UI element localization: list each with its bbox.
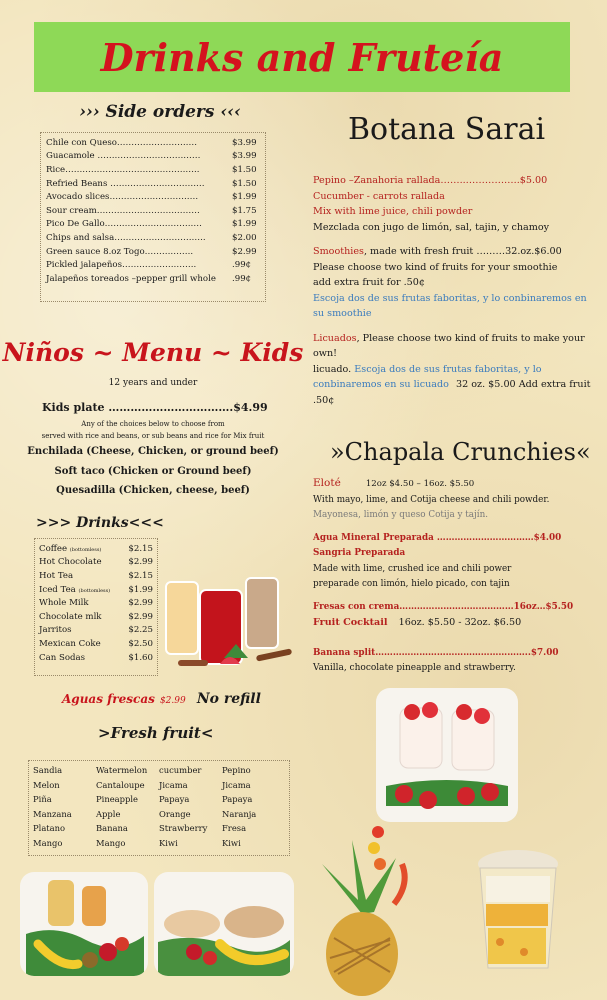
fruit-cocktail-line [313, 615, 593, 631]
kids-plate: Kids plate …………………………….$4.99 [42, 401, 268, 414]
sangria-english: Made with lime, crushed ice and chili power [313, 563, 512, 574]
soft-taco-label: Soft taco [54, 466, 105, 477]
fruit-column [222, 765, 285, 851]
drinks-list [34, 538, 158, 676]
licuados-price: 32 oz. $5.00 Add extra fruit .50¢ [313, 379, 591, 406]
smoothies-spanish: Escoja dos de sus frutas faboritas, y lo conbinaremos en su smoothie [313, 292, 587, 319]
side-order-name: Green sauce 8.oz Togo…………….. [46, 246, 194, 257]
fruit-item: Platano [33, 823, 66, 834]
kids-choices-note: Any of the choices below to choose from [81, 420, 225, 428]
fruit-column [96, 765, 159, 851]
side-order-price: $2.00 [232, 232, 257, 243]
aguas-frescas-label: Aguas frescas [62, 692, 155, 706]
drink-name: Coffee (bottomless) [39, 543, 102, 554]
drink-row [39, 569, 153, 583]
elote-english: With mayo, lime, and Cotija cheese and chili powder. [313, 494, 550, 505]
kids-age-note: 12 years and under [108, 378, 198, 388]
side-orders-list [40, 132, 266, 302]
pepino-line: Pepino –Zanahoria rallada……..……………..$5.00 [313, 175, 548, 186]
side-order-row [46, 136, 260, 150]
fruit-item: Kiwi [159, 837, 178, 848]
no-refill-label: No refill [196, 691, 261, 707]
side-order-name: Guacamole ……………………………… [46, 151, 201, 162]
licuados-word: licuado. [313, 363, 355, 375]
page-title: Drinks and Fruteía [100, 34, 504, 80]
licuados-detail: , Please choose two kind of fruits to make your own! [313, 332, 585, 359]
fruit-item: Mango [33, 837, 63, 848]
side-order-row [46, 163, 260, 177]
soft-taco-detail: (Chicken or Ground beef) [107, 466, 252, 477]
fruit-item: Jicama [159, 779, 188, 790]
enchilada-label: Enchilada [27, 446, 84, 457]
drink-price: $2.50 [128, 638, 153, 649]
side-order-name: Sour cream……………………………… [46, 205, 200, 216]
agua-mineral-line: Agua Mineral Preparada ……………………………$4.00 [313, 532, 562, 543]
kids-option-quesadilla [0, 485, 306, 496]
side-order-row [46, 245, 260, 259]
botana-sarai-section [313, 173, 591, 408]
drink-name: Mexican Coke [39, 638, 101, 649]
botana-sarai-heading: Botana Sarai [348, 112, 546, 147]
side-order-row [46, 272, 260, 286]
fruit-cocktail-price: 16oz. $5.50 - 32oz. $6.50 [398, 617, 522, 628]
side-order-row [46, 177, 260, 191]
side-order-price: $1.99 [232, 219, 257, 230]
elote-spanish: Mayonesa, limón y queso Cotija y tajín. [313, 510, 489, 520]
drink-price: $2.15 [128, 543, 153, 554]
drink-name: Hot Chocolate [39, 557, 102, 568]
fruit-item: Pepino [222, 765, 251, 775]
kids-menu-heading: Niños ~ Menu ~ Kids [2, 338, 304, 367]
fruit-item: Apple [96, 808, 121, 819]
drink-price: $2.15 [128, 570, 153, 581]
sangria-label: Sangria Preparada [313, 548, 406, 558]
side-order-row [46, 150, 260, 164]
drink-row [39, 637, 153, 651]
fruit-item: Melon [33, 779, 60, 790]
chapala-crunchies-heading: »Chapala Crunchies« [330, 438, 591, 466]
drink-row [39, 583, 153, 597]
side-order-price: $2.99 [232, 246, 257, 257]
fruit-item: Banana [96, 823, 128, 834]
fruit-item: Strawberry [159, 823, 208, 834]
side-order-price: .99¢ [232, 273, 252, 284]
licuados-spanish: Escoja dos de sus frutas faboritas, y lo conbinaremos en su licuado [313, 363, 542, 390]
banana-split-detail: Vanilla, chocolate pineapple and strawberry. [313, 663, 516, 673]
drink-row [39, 596, 153, 610]
fresas-con-crema-photo [376, 688, 518, 822]
fruit-item: Fresa [222, 823, 247, 834]
drink-name: Hot Tea [39, 570, 74, 581]
drinks-photo [160, 568, 300, 680]
side-order-name: Pickled jalapeños…………………….. [46, 260, 197, 271]
kids-option-enchilada [0, 446, 306, 457]
side-order-price: .99¢ [232, 260, 252, 271]
drink-price: $2.25 [128, 625, 153, 636]
banana-split-line: Banana split……………………………………………..$7.00 [313, 647, 559, 658]
drink-row [39, 610, 153, 624]
fruit-item: cucumber [159, 765, 202, 775]
drinks-heading: >>> Drinks<<< [36, 515, 164, 531]
fruit-item: Watermelon [96, 765, 148, 775]
drink-name: Chocolate mlk [39, 611, 102, 622]
fruit-item: Naranja [222, 808, 257, 819]
fruit-cups-photo [20, 872, 148, 976]
fruit-item: Pineapple [96, 794, 139, 805]
licuados-label: Licuados [313, 332, 357, 344]
fresh-fruit-heading: >Fresh fruit< [98, 724, 214, 742]
side-order-row [46, 190, 260, 204]
licuados-line [313, 331, 591, 362]
side-order-price: $1.75 [232, 205, 257, 216]
kids-option-soft-taco [0, 466, 306, 477]
drink-price: $1.99 [128, 584, 153, 595]
drink-price: $2.99 [128, 598, 153, 609]
drink-name: Can Sodas [39, 652, 86, 663]
side-order-price: $1.50 [232, 178, 257, 189]
side-order-name: Pico De Gallo……………………………. [46, 219, 202, 230]
drink-price: $2.99 [128, 557, 153, 568]
drink-row [39, 556, 153, 570]
side-order-name: Avocado slices…………………………. [46, 192, 199, 203]
fruit-item: Papaya [159, 794, 190, 805]
pineapple-fruit-display-photo [306, 814, 418, 1000]
title-banner [34, 22, 570, 92]
fresas-line: Fresas con crema…………………………………16oz…$5.50 [313, 601, 574, 612]
aguas-frescas-line [62, 688, 302, 707]
fruit-bowl-photo [154, 872, 294, 976]
side-order-name: Chile con Queso………………………. [46, 137, 198, 148]
drink-row [39, 624, 153, 638]
side-order-row [46, 231, 260, 245]
smoothies-choose: Please choose two kind of fruits for your smoothie [313, 261, 558, 273]
drink-price: $1.60 [128, 652, 153, 663]
elote-label: Eloté [313, 477, 341, 489]
side-order-row [46, 204, 260, 218]
elote-price: 12oz $4.50 – 16oz. $5.50 [365, 479, 475, 489]
kids-served-note: served with rice and beans, or sub beans and rice for Mix fruit [41, 432, 265, 440]
elote-line [313, 476, 593, 493]
side-order-price: $1.99 [232, 192, 257, 203]
fruit-column [33, 765, 96, 851]
enchilada-detail: (Cheese, Chicken, or ground beef) [86, 446, 279, 457]
side-order-row [46, 258, 260, 272]
quesadilla-label: Quesadilla [56, 485, 116, 496]
fruit-item: Manzana [33, 808, 72, 819]
mangonada-cup-photo [470, 842, 566, 976]
side-order-price: $1.50 [232, 164, 257, 175]
smoothies-extra: add extra fruit for .50¢ [313, 277, 425, 288]
aguas-frescas-price: $2.99 [159, 696, 186, 706]
side-order-price: $3.99 [232, 151, 257, 162]
fresh-fruit-table [28, 760, 290, 856]
drink-name: Whole Milk [39, 598, 89, 609]
smoothies-label: Smoothies [313, 246, 364, 257]
side-order-name: Refried Beans …………………………… [46, 178, 205, 189]
drink-name: Iced Tea (bottomless) [39, 584, 111, 595]
quesadilla-detail: (Chicken, cheese, beef) [118, 485, 250, 496]
fruit-item: Jicama [222, 779, 251, 790]
chapala-section [313, 476, 593, 677]
mix-line: Mix with lime juice, chili powder [313, 206, 473, 217]
drink-row [39, 651, 153, 665]
side-order-name: Jalapeños toreados –pepper grill whole [46, 273, 216, 284]
licuados-line2 [313, 362, 591, 409]
fruit-column [159, 765, 222, 851]
cucumber-line: Cucumber - carrots rallada [313, 190, 445, 202]
sangria-spanish: preparade con limón, hielo picado, con tajin [313, 579, 510, 589]
side-order-name: Rice……………………………………….. [46, 164, 200, 175]
drink-row [39, 542, 153, 556]
smoothies-detail: , made with fresh fruit ………32.oz.$6.00 [363, 246, 562, 257]
fruit-item: Kiwi [222, 837, 241, 848]
side-order-price: $3.99 [232, 137, 257, 148]
smoothies-line [313, 244, 591, 260]
side-orders-heading: ››› Side orders ‹‹‹ [79, 102, 241, 122]
mezclada-line: Mezclada con jugo de limón, sal, tajin, y chamoy [313, 221, 550, 233]
drink-name: Jarritos [39, 625, 72, 636]
fruit-item: Cantaloupe [96, 779, 145, 790]
fruit-item: Piña [33, 794, 52, 805]
side-order-name: Chips and salsa………………………….. [46, 232, 206, 243]
fruit-item: Papaya [222, 794, 253, 805]
fruit-cocktail-label: Fruit Cocktail [313, 617, 388, 628]
fruit-item: Orange [159, 808, 191, 819]
drink-price: $2.99 [128, 611, 153, 622]
fruit-item: Mango [96, 837, 126, 848]
side-order-row [46, 218, 260, 232]
fruit-item: Sandia [33, 765, 63, 775]
